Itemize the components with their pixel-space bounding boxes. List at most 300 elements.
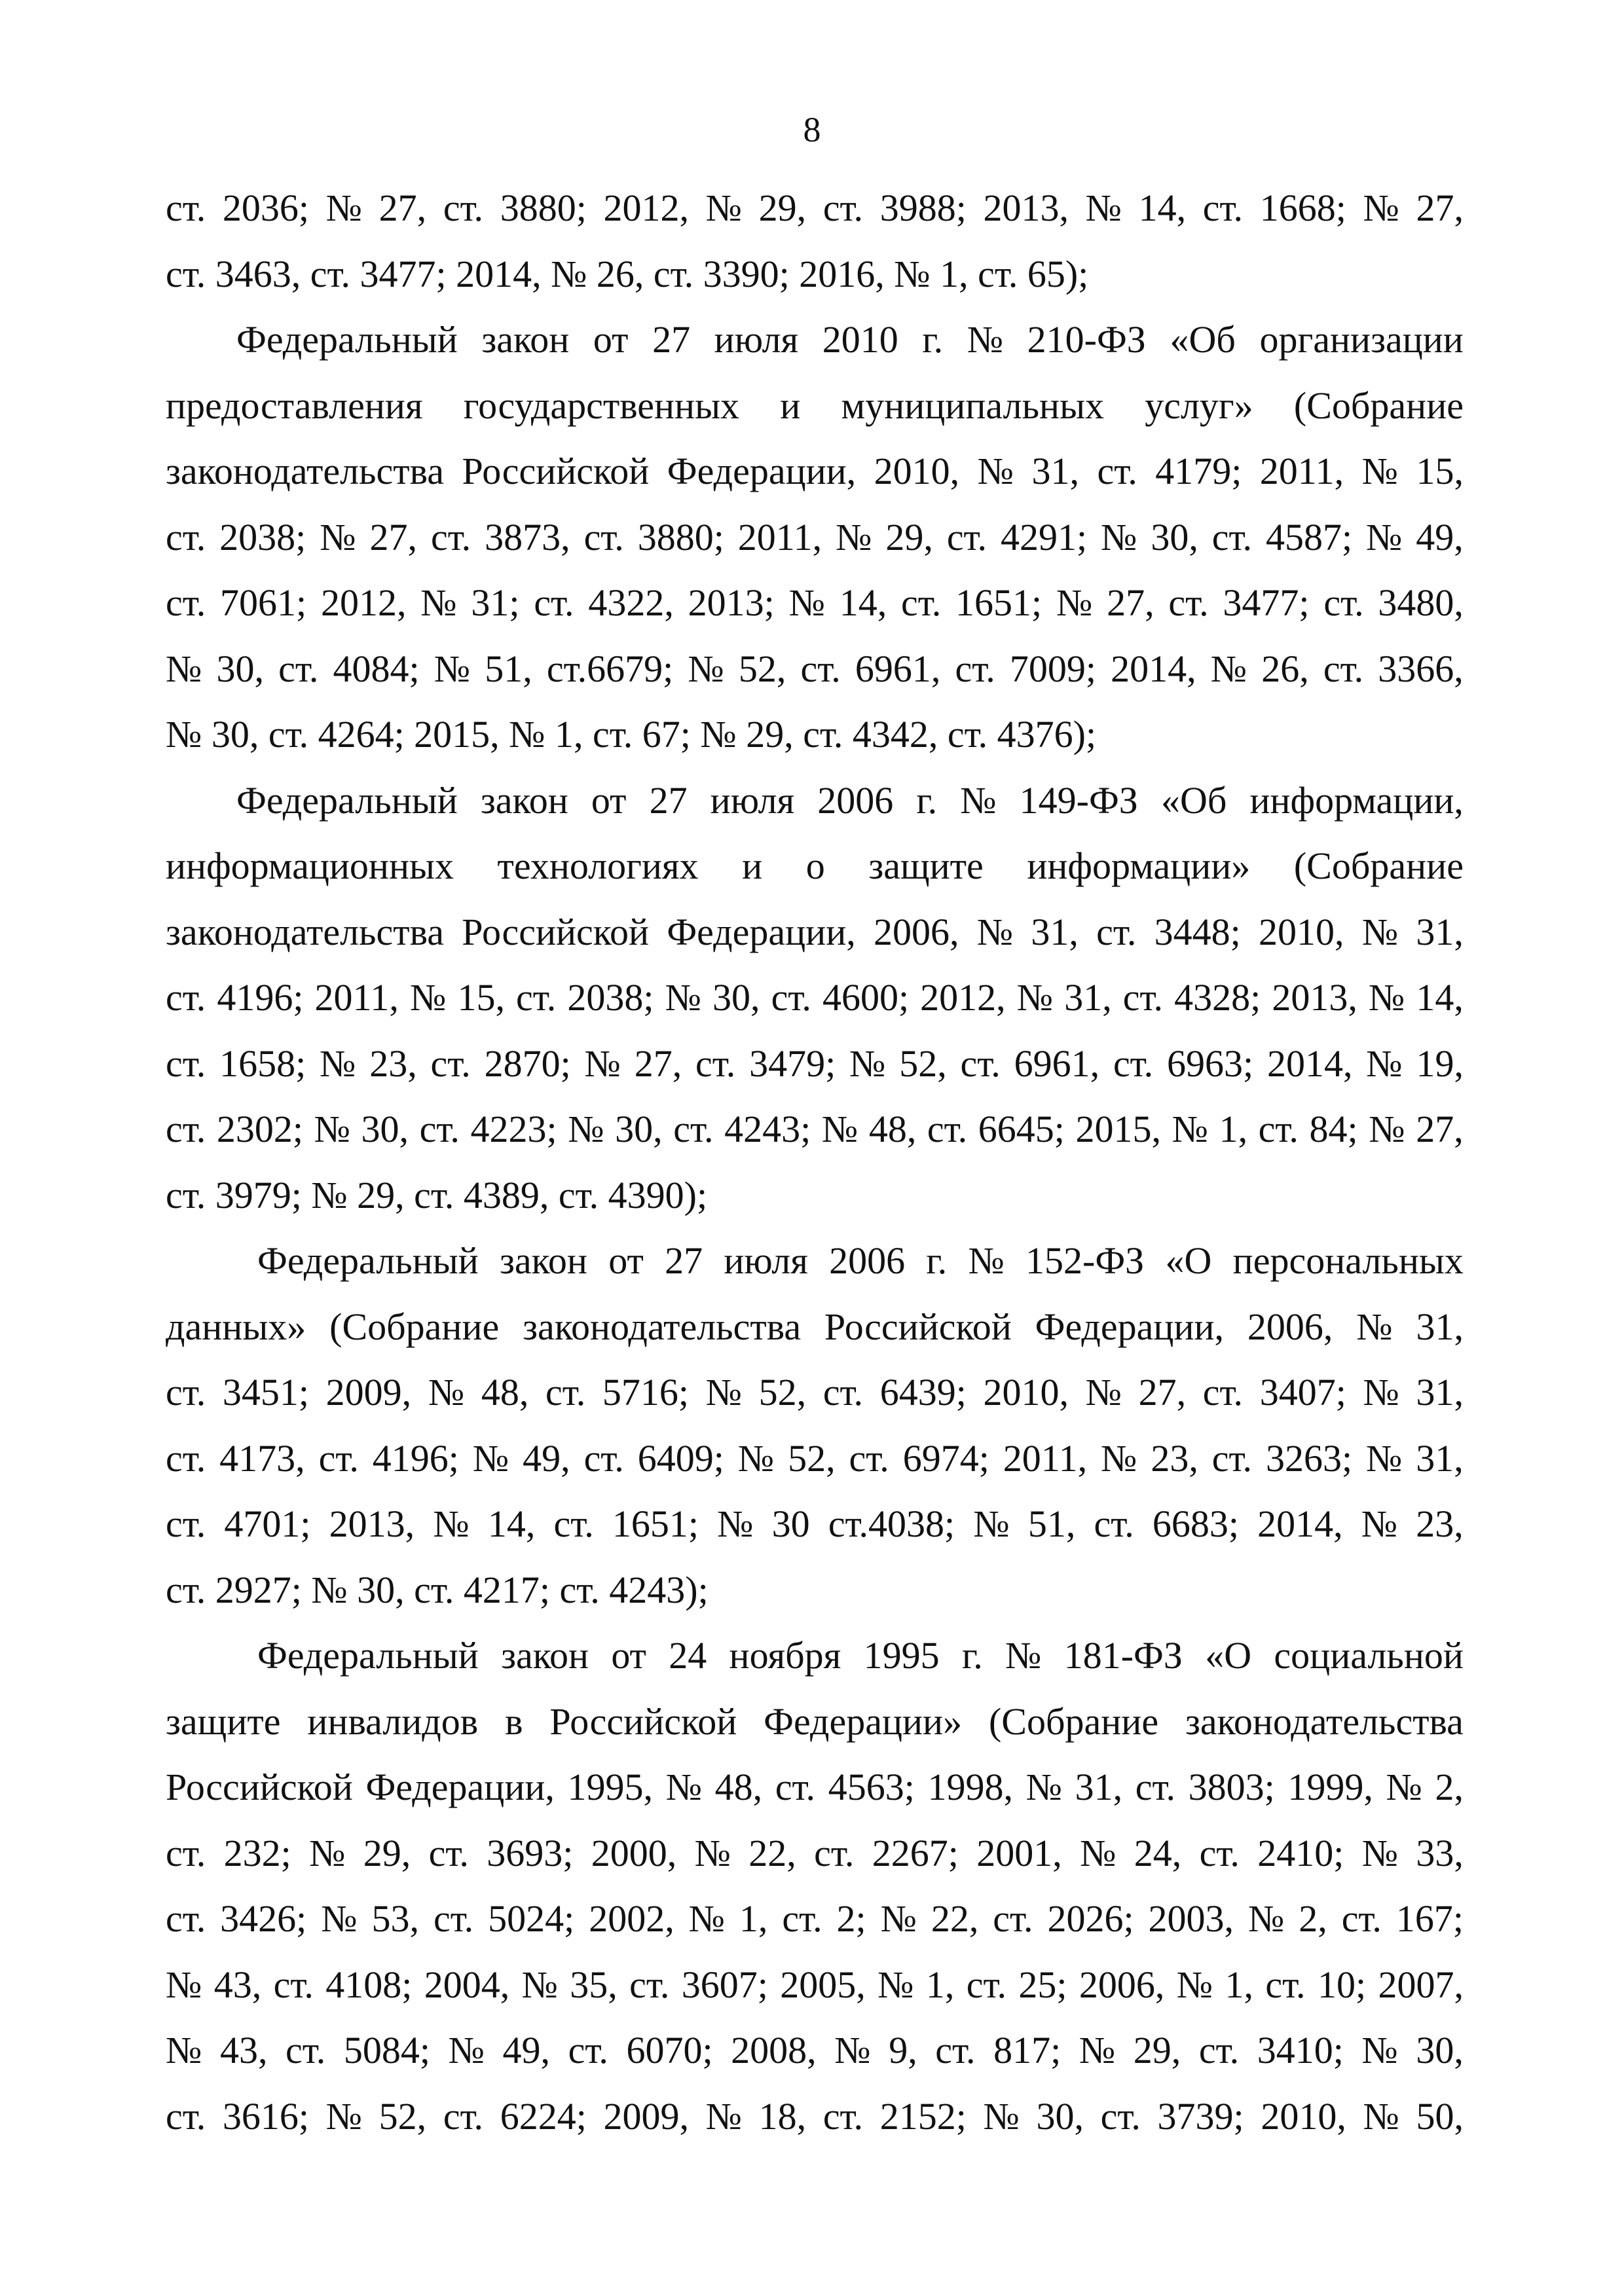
word: 3873, [485, 515, 570, 558]
word: 2013, [1272, 976, 1357, 1019]
word: № [688, 647, 724, 690]
text-line [166, 175, 1464, 242]
word: 2008, [731, 2029, 817, 2071]
word: и [780, 384, 801, 427]
word: от [591, 778, 627, 822]
word: ст. [1113, 1042, 1154, 1085]
word: Российской [462, 450, 650, 492]
word: № [433, 1503, 470, 1545]
word: 31, [1416, 1436, 1464, 1480]
word: Федерации, [667, 450, 857, 492]
word: № [1080, 1831, 1116, 1874]
word: № [1247, 1897, 1285, 1940]
word: 31, [1416, 1371, 1464, 1413]
word: № [309, 1831, 346, 1874]
text-line [166, 636, 1464, 702]
word: 29, [1133, 2029, 1181, 2071]
word: ст. [993, 1897, 1033, 1940]
word: 2036; [222, 187, 310, 229]
word: ст. [278, 647, 319, 690]
word: 1, [739, 1897, 768, 1940]
text-line [166, 1360, 1464, 1426]
word: от [611, 1634, 646, 1677]
word: 4173, [219, 1436, 305, 1480]
word: 31; [471, 581, 520, 624]
word: июля [714, 318, 799, 361]
word: 4587; [1265, 515, 1353, 558]
text-line [166, 1426, 1464, 1492]
word: от [593, 318, 629, 361]
word: 232; [223, 1831, 291, 1874]
word: № [1386, 1766, 1422, 1808]
word: № [1210, 647, 1247, 690]
word: 30, [361, 1108, 409, 1150]
word: № [1025, 1766, 1062, 1808]
word: 49, [502, 2029, 551, 2071]
word: 2006, [1079, 1963, 1165, 2006]
word: 33, [1416, 1831, 1464, 1874]
word: № [410, 976, 447, 1019]
word: 29, [363, 1831, 411, 1874]
word: 24 [669, 1634, 707, 1677]
word: 2003, [1148, 1897, 1234, 1940]
word: от [608, 1239, 644, 1282]
word: 7061; [220, 581, 307, 624]
word: 3616; [222, 2094, 310, 2138]
word: 4196; [217, 976, 304, 1019]
word: 4328; [1174, 976, 1261, 1019]
word: 1658; [219, 1042, 306, 1085]
word: 3693; [487, 1831, 574, 1874]
word: ст. [901, 581, 942, 624]
word: № [967, 318, 1004, 361]
word: 2; [836, 1897, 866, 1940]
word: 10; [1317, 1963, 1367, 2006]
word: ст. [443, 187, 484, 229]
word: персональных [1232, 1239, 1464, 1282]
word: ноября [729, 1634, 841, 1677]
word: 2038; [219, 515, 306, 558]
word: 2002, [589, 1897, 674, 1940]
word: ст. [166, 581, 206, 624]
word: 5716; [602, 1371, 689, 1413]
word: 4179; [1155, 450, 1242, 492]
word: июля [724, 1239, 808, 1282]
word: 4563; [828, 1766, 915, 1808]
word: 4291; [1000, 515, 1088, 558]
word: 1999, [1287, 1766, 1373, 1808]
word: июля [710, 778, 795, 822]
word: 23, [1151, 1436, 1198, 1480]
word: ст. [673, 1108, 714, 1150]
word: 2302; [216, 1108, 303, 1150]
word: № [705, 187, 742, 229]
word: 3410; [1257, 2029, 1344, 2071]
word: 6409; [637, 1436, 724, 1480]
text-line [166, 965, 1464, 1031]
word: ст.4038; [828, 1503, 955, 1545]
word: 2010, [874, 450, 960, 492]
word: 6974; [902, 1436, 989, 1480]
word: № [1366, 1436, 1403, 1480]
word: ст. [166, 515, 206, 558]
word: № [1085, 1371, 1122, 1413]
word: ст. [534, 581, 574, 624]
word: 3366, [1378, 647, 1464, 690]
text-line [166, 1952, 1464, 2018]
word: ст. [822, 1371, 864, 1413]
word: г. [961, 1634, 983, 1677]
word: 2014, [1266, 1042, 1353, 1085]
word: № [420, 581, 457, 624]
word: ст. [166, 1371, 206, 1413]
word: ст. [960, 1042, 1001, 1085]
word: № [434, 647, 471, 690]
word: 3988; [879, 187, 967, 229]
word: 48, [481, 1371, 529, 1413]
word: 2014, [1111, 647, 1196, 690]
word: г. [922, 318, 944, 361]
word: законодательства [1185, 1700, 1464, 1743]
word: 152-ФЗ [1025, 1239, 1145, 1282]
document-body [166, 175, 1464, 2149]
word: № [717, 1503, 754, 1545]
word: ст. [419, 1108, 460, 1150]
word: № [321, 1897, 358, 1940]
word: 6683; [1152, 1503, 1239, 1545]
word: 27, [369, 515, 418, 558]
word: 2012, [920, 976, 1006, 1019]
word: услуг» [1145, 384, 1253, 427]
word: технологиях [497, 845, 699, 887]
word: законодательства [166, 450, 444, 492]
word: 2013, [329, 1503, 415, 1545]
word: 1995 [863, 1634, 940, 1677]
word: 27, [1138, 1371, 1187, 1413]
word: 4108; [325, 1963, 413, 2006]
word: Федеральный [236, 778, 458, 822]
word: 149-ФЗ [1019, 778, 1138, 822]
word: № [568, 1108, 604, 1150]
word: ст. [1122, 976, 1164, 1019]
word: № [584, 1042, 621, 1085]
word: 14, [839, 581, 887, 624]
paragraph-law-181-fz [166, 1623, 1464, 2149]
word: 1, [1225, 1963, 1253, 2006]
word: 2011, [314, 976, 399, 1019]
text-line [166, 1294, 1464, 1360]
text-line [166, 768, 1464, 834]
word: «Об [1160, 778, 1227, 822]
word: ст. [1211, 1436, 1252, 1480]
word: № [821, 1108, 858, 1150]
text-line [166, 1886, 1464, 1952]
word: о [805, 845, 825, 887]
word: 31, [1031, 450, 1079, 492]
word: 2038; [567, 976, 654, 1019]
word: ст. [927, 1108, 968, 1150]
word: 4322, [588, 581, 674, 624]
word: № [1101, 1436, 1137, 1480]
word: г. [916, 778, 938, 822]
word: ст. [1168, 581, 1209, 624]
word: ст. [583, 515, 624, 558]
word: 2013; [688, 581, 775, 624]
word: защите [868, 845, 984, 887]
word: 2, [1299, 1897, 1327, 1940]
word: 6963; [1167, 1042, 1254, 1085]
word: 52, [899, 1042, 947, 1085]
word: ст. [822, 2094, 864, 2138]
word: закон [480, 778, 568, 822]
word: Российской [462, 910, 650, 953]
word: 2000, [591, 1831, 677, 1874]
word: 3407; [1259, 1371, 1346, 1413]
word: ст. [800, 647, 841, 690]
word: ст. [1198, 2029, 1240, 2071]
word: 14, [487, 1503, 536, 1545]
word: ст. [433, 1897, 474, 1940]
word: 1651; [955, 581, 1043, 624]
word: 2152; [879, 2094, 967, 2138]
word: 4196; [372, 1436, 459, 1480]
word: 22, [748, 1831, 796, 1874]
word: ст. [1323, 647, 1364, 690]
word: 53, [371, 1897, 420, 1940]
word: 2026; [1047, 1897, 1134, 1940]
text-line [166, 1689, 1464, 1755]
word: законодательства [523, 1305, 802, 1348]
word: ст. [1199, 1831, 1240, 1874]
word: ст. [428, 1831, 469, 1874]
word: 23, [369, 1042, 417, 1085]
word: 3477; [1223, 581, 1310, 624]
word: 2267; [872, 1831, 959, 1874]
word: ст. [695, 1042, 736, 1085]
word: ст. [822, 187, 864, 229]
word: 6645; [978, 1108, 1065, 1150]
word: № [448, 2029, 485, 2071]
word: ст. [1258, 1108, 1299, 1150]
word: 48, [714, 1766, 763, 1808]
word: 3739; [1157, 2094, 1244, 2138]
word: 2870; [484, 1042, 571, 1085]
word: 6961, [1014, 1042, 1100, 1085]
word: 2004, [424, 1963, 510, 2006]
word: 35, [570, 1963, 618, 2006]
word: № [836, 515, 872, 558]
text-line: ст. 3463, ст. 3477; 2014, № 26, ст. 3390; 2016, № 1, ст. 65); [166, 252, 1089, 295]
word: 2011, [1259, 450, 1344, 492]
word: 6961, [855, 647, 941, 690]
word: «О [1165, 1239, 1212, 1282]
word: № [705, 2094, 742, 2138]
word: 4243; [724, 1108, 811, 1150]
paragraph-law-210-fz [166, 307, 1464, 768]
word: 5084; [343, 2029, 430, 2071]
word: № [665, 1766, 703, 1808]
word: 30 [771, 1503, 810, 1545]
word: 2009, [325, 1371, 412, 1413]
word: 4084; [333, 647, 420, 690]
word: 19, [1416, 1042, 1464, 1085]
text-line [166, 1031, 1464, 1097]
word: муниципальных [841, 384, 1105, 427]
word: ст. [629, 1963, 670, 2006]
word: № [1361, 2029, 1398, 2071]
word: № [1101, 515, 1137, 558]
word: 4600; [822, 976, 910, 1019]
word: Федеральный [236, 318, 458, 361]
word: 2013, [983, 187, 1069, 229]
word: ст. [1265, 1963, 1306, 2006]
word: закон [500, 1239, 587, 1282]
word: 3479; [749, 1042, 836, 1085]
word: 27, [1107, 581, 1154, 624]
word: № [705, 1371, 742, 1413]
word: Федерации, [1035, 1305, 1225, 1348]
word: (Собрание [1293, 384, 1464, 427]
word: организации [1259, 318, 1464, 361]
word: 2011, [737, 515, 822, 558]
word: и [742, 845, 763, 887]
word: ст. [782, 1897, 822, 1940]
word: № [1016, 976, 1054, 1019]
word: 2010, [1259, 910, 1344, 953]
word: 1, [1219, 1108, 1248, 1150]
word: 27, [1416, 1108, 1464, 1150]
word: Федерации, [667, 910, 856, 953]
word: информационных [166, 845, 454, 887]
word: ст. [1202, 1371, 1244, 1413]
word: № [877, 1963, 914, 2006]
word: ст. [516, 976, 557, 1019]
word: № [880, 1897, 917, 1940]
word: ст. [1323, 581, 1364, 624]
word: ст. [1094, 1503, 1134, 1545]
word: 1651; [612, 1503, 699, 1545]
word: 27, [1416, 187, 1464, 229]
word: Российской [166, 1766, 353, 1808]
text-line [166, 833, 1464, 900]
word: ст. [166, 1108, 206, 1150]
word: № [1361, 450, 1398, 492]
text-line [166, 2084, 1464, 2150]
word: № [1369, 1108, 1405, 1150]
text-line: ст. 3979; № 29, ст. 4389, ст. 4390); [166, 1173, 708, 1216]
word: № [1363, 1371, 1399, 1413]
word: 23, [1416, 1503, 1464, 1545]
word: 2014, [1257, 1503, 1343, 1545]
word: № [1361, 910, 1399, 953]
word: 2010 [822, 318, 898, 361]
word: ст. [273, 1963, 314, 2006]
word: № [960, 778, 997, 822]
word: 31, [1416, 910, 1464, 953]
word: № [1056, 581, 1093, 624]
word: ст. [166, 187, 206, 229]
text-line [166, 505, 1464, 571]
word: ст. [318, 1436, 359, 1480]
word: ст. [946, 515, 987, 558]
word: 181-ФЗ [1063, 1634, 1183, 1677]
word: 1998, [927, 1766, 1013, 1808]
word: «Об [1170, 318, 1236, 361]
word: инвалидов [307, 1700, 479, 1743]
paragraph-law-149-fz [166, 768, 1464, 1229]
word: 2012, [603, 187, 689, 229]
word: ст. [1341, 1897, 1382, 1940]
word: 3607; [681, 1963, 768, 2006]
word: 30, [712, 976, 760, 1019]
word: № [1176, 1963, 1213, 2006]
word: 2006 [817, 778, 894, 822]
word: 52, [738, 647, 786, 690]
word: № [1172, 1108, 1208, 1150]
word: предоставления [166, 384, 423, 427]
word: 29, [758, 187, 807, 229]
word: защите [166, 1700, 281, 1743]
text-line [166, 307, 1464, 373]
word: № [428, 1371, 465, 1413]
word: № [1363, 2094, 1399, 2138]
word: 30, [615, 1108, 663, 1150]
word: № [1361, 1503, 1398, 1545]
word: 2009, [603, 2094, 689, 2138]
word: 1668; [1259, 187, 1346, 229]
word: № [166, 647, 202, 690]
word: 52, [378, 2094, 427, 2138]
word: ст. [166, 1042, 206, 1085]
word: 2006 [829, 1239, 906, 1282]
word: 3448; [1154, 910, 1241, 953]
word: 2005, [780, 1963, 866, 2006]
text-line [166, 1491, 1464, 1558]
word: социальной [1274, 1634, 1464, 1677]
word: 2012, [320, 581, 407, 624]
word: 3880; [500, 187, 587, 229]
word: № [849, 1042, 886, 1085]
word: государственных [463, 384, 740, 427]
word: Федеральный [257, 1239, 479, 1282]
word: информации, [1249, 778, 1464, 822]
word: Федеральный [257, 1634, 479, 1677]
word: 14, [1138, 187, 1187, 229]
word: ст. [966, 1963, 1006, 2006]
word: № [166, 2029, 202, 2071]
word: № [834, 2029, 871, 2071]
word: 27 [652, 318, 691, 361]
word: 51, [485, 647, 532, 690]
word: ст. [1096, 910, 1137, 953]
word: 1995, [567, 1766, 654, 1808]
word: 29, [885, 515, 933, 558]
word: 31, [1416, 1305, 1464, 1348]
word: в [505, 1700, 523, 1743]
word: № [1363, 187, 1399, 229]
word: ст. [430, 1042, 471, 1085]
word: 2007, [1378, 1963, 1464, 2006]
text-line [166, 900, 1464, 966]
word: 25; [1018, 1963, 1067, 2006]
word: 30, [216, 647, 264, 690]
word: 210-ФЗ [1027, 318, 1146, 361]
word: № [472, 1436, 509, 1480]
word: законодательства [166, 910, 444, 953]
word: ст. [1097, 450, 1137, 492]
word: 3451; [222, 1371, 310, 1413]
word: 2006, [874, 910, 959, 953]
